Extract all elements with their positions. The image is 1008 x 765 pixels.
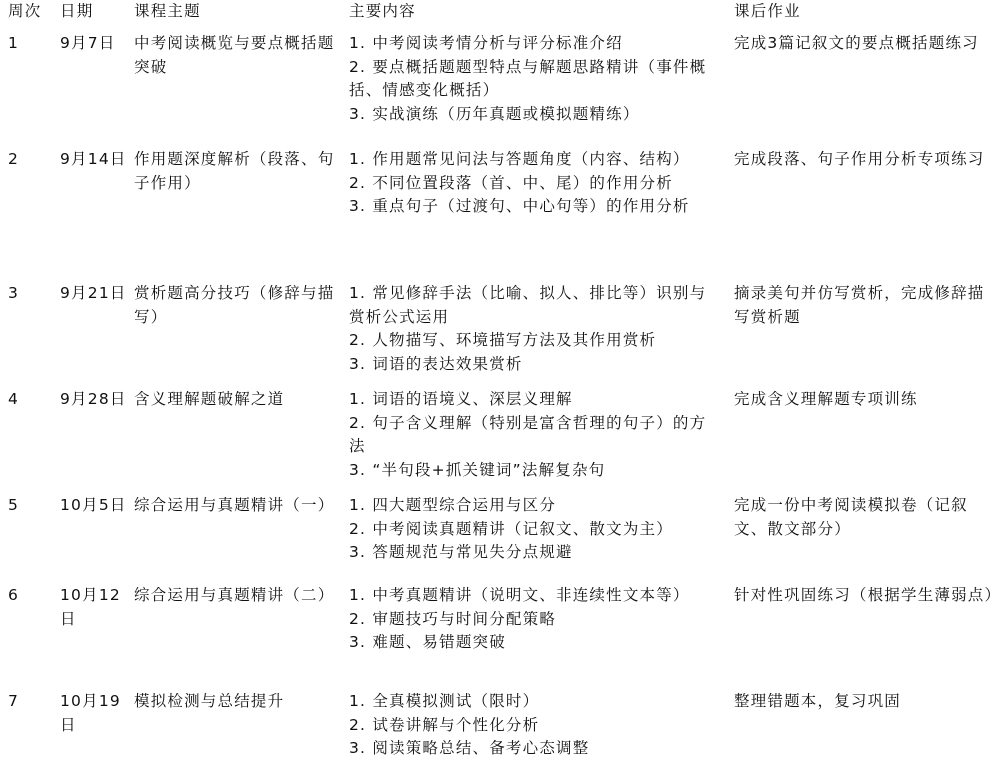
date-cell: 9月28日 — [60, 390, 127, 408]
topic-cell: 赏析题高分技巧（修辞与描写） — [134, 284, 335, 326]
table-row — [0, 26, 1008, 142]
week-cell: 4 — [8, 390, 20, 408]
content-item: 3. 词语的表达效果赏析 — [349, 354, 523, 373]
topic-cell: 含义理解题破解之道 — [134, 390, 285, 408]
content-cell — [349, 382, 734, 488]
content-cell — [349, 488, 734, 578]
content-item: 2. 中考阅读真题精讲（记叙文、散文为主） — [349, 519, 673, 538]
week-cell: 7 — [8, 692, 20, 710]
content-item: 2. 试卷讲解与个性化分析 — [349, 715, 540, 734]
header-row — [0, 0, 1008, 26]
header-week: 周次 — [8, 2, 42, 20]
content-item: 2. 不同位置段落（首、中、尾）的作用分析 — [349, 173, 673, 192]
header-homework: 课后作业 — [734, 2, 801, 20]
week-cell: 1 — [8, 34, 20, 52]
content-item: 3. 重点句子（过渡句、中心句等）的作用分析 — [349, 197, 690, 215]
content-item: 3. 答题规范与常见失分点规避 — [349, 543, 573, 561]
table-row — [0, 382, 1008, 488]
content-item: 1. 词语的语境义、深层义理解 — [349, 390, 573, 408]
topic-cell: 模拟检测与总结提升 — [134, 692, 285, 710]
table-body — [0, 26, 1008, 765]
table-row — [0, 684, 1008, 765]
homework-cell: 完成含义理解题专项训练 — [734, 390, 918, 408]
week-cell: 2 — [8, 150, 20, 168]
date-cell: 10月19日 — [60, 692, 121, 734]
date-cell: 9月7日 — [60, 34, 116, 52]
date-cell: 9月21日 — [60, 284, 127, 302]
content-item: 3. 难题、易错题突破 — [349, 633, 506, 651]
week-cell: 6 — [8, 586, 20, 604]
content-item: 1. 作用题常见问法与答题角度（内容、结构） — [349, 150, 690, 168]
week-cell: 5 — [8, 496, 20, 514]
date-cell: 9月14日 — [60, 150, 127, 168]
homework-cell: 针对性巩固练习（根据学生薄弱点） — [734, 586, 1002, 604]
topic-cell: 综合运用与真题精讲（一） — [134, 496, 335, 514]
content-item: 1. 中考真题精讲（说明文、非连续性文本等） — [349, 586, 690, 604]
content-cell — [349, 26, 734, 142]
header-date: 日期 — [60, 2, 94, 20]
homework-cell: 完成一份中考阅读模拟卷（记叙文、散文部分） — [734, 496, 968, 538]
header-topic: 课程主题 — [134, 2, 201, 20]
content-item: 3. 实战演练（历年真题或模拟题精练） — [349, 104, 640, 123]
date-cell: 10月12日 — [60, 586, 121, 628]
homework-cell: 摘录美句并仿写赏析，完成修辞描写赏析题 — [734, 284, 985, 326]
table-row — [0, 276, 1008, 382]
content-cell — [349, 684, 734, 765]
table-header — [0, 0, 1008, 26]
topic-cell: 中考阅读概览与要点概括题突破 — [134, 34, 335, 76]
table-row — [0, 142, 1008, 276]
content-item: 2. 审题技巧与时间分配策略 — [349, 609, 557, 628]
homework-cell: 整理错题本，复习巩固 — [734, 692, 902, 710]
week-cell: 3 — [8, 284, 20, 302]
topic-cell: 综合运用与真题精讲（二） — [134, 586, 335, 604]
date-cell: 10月5日 — [60, 496, 127, 514]
content-cell — [349, 578, 734, 684]
content-item: 2. 人物描写、环境描写方法及其作用赏析 — [349, 331, 657, 349]
topic-cell: 作用题深度解析（段落、句子作用） — [134, 150, 335, 192]
content-cell — [349, 142, 734, 276]
content-cell — [349, 276, 734, 382]
content-item: 3. “半句段+抓关键词”法解复杂句 — [349, 460, 606, 479]
header-content: 主要内容 — [349, 2, 416, 20]
homework-cell: 完成段落、句子作用分析专项练习 — [734, 150, 985, 168]
content-item: 2. 句子含义理解（特别是富含哲理的句子）的方法 — [349, 413, 707, 455]
table-row — [0, 578, 1008, 684]
content-item: 3. 阅读策略总结、备考心态调整 — [349, 739, 590, 757]
content-item: 1. 中考阅读考情分析与评分标准介绍 — [349, 34, 623, 52]
content-item: 2. 要点概括题题型特点与解题思路精讲（事件概括、情感变化概括） — [349, 57, 707, 99]
table-row — [0, 488, 1008, 578]
content-item: 1. 常见修辞手法（比喻、拟人、排比等）识别与赏析公式运用 — [349, 284, 707, 326]
homework-cell: 完成3篇记叙文的要点概括题练习 — [734, 34, 979, 52]
content-item: 1. 四大题型综合运用与区分 — [349, 496, 557, 514]
content-item: 1. 全真模拟测试（限时） — [349, 692, 540, 710]
